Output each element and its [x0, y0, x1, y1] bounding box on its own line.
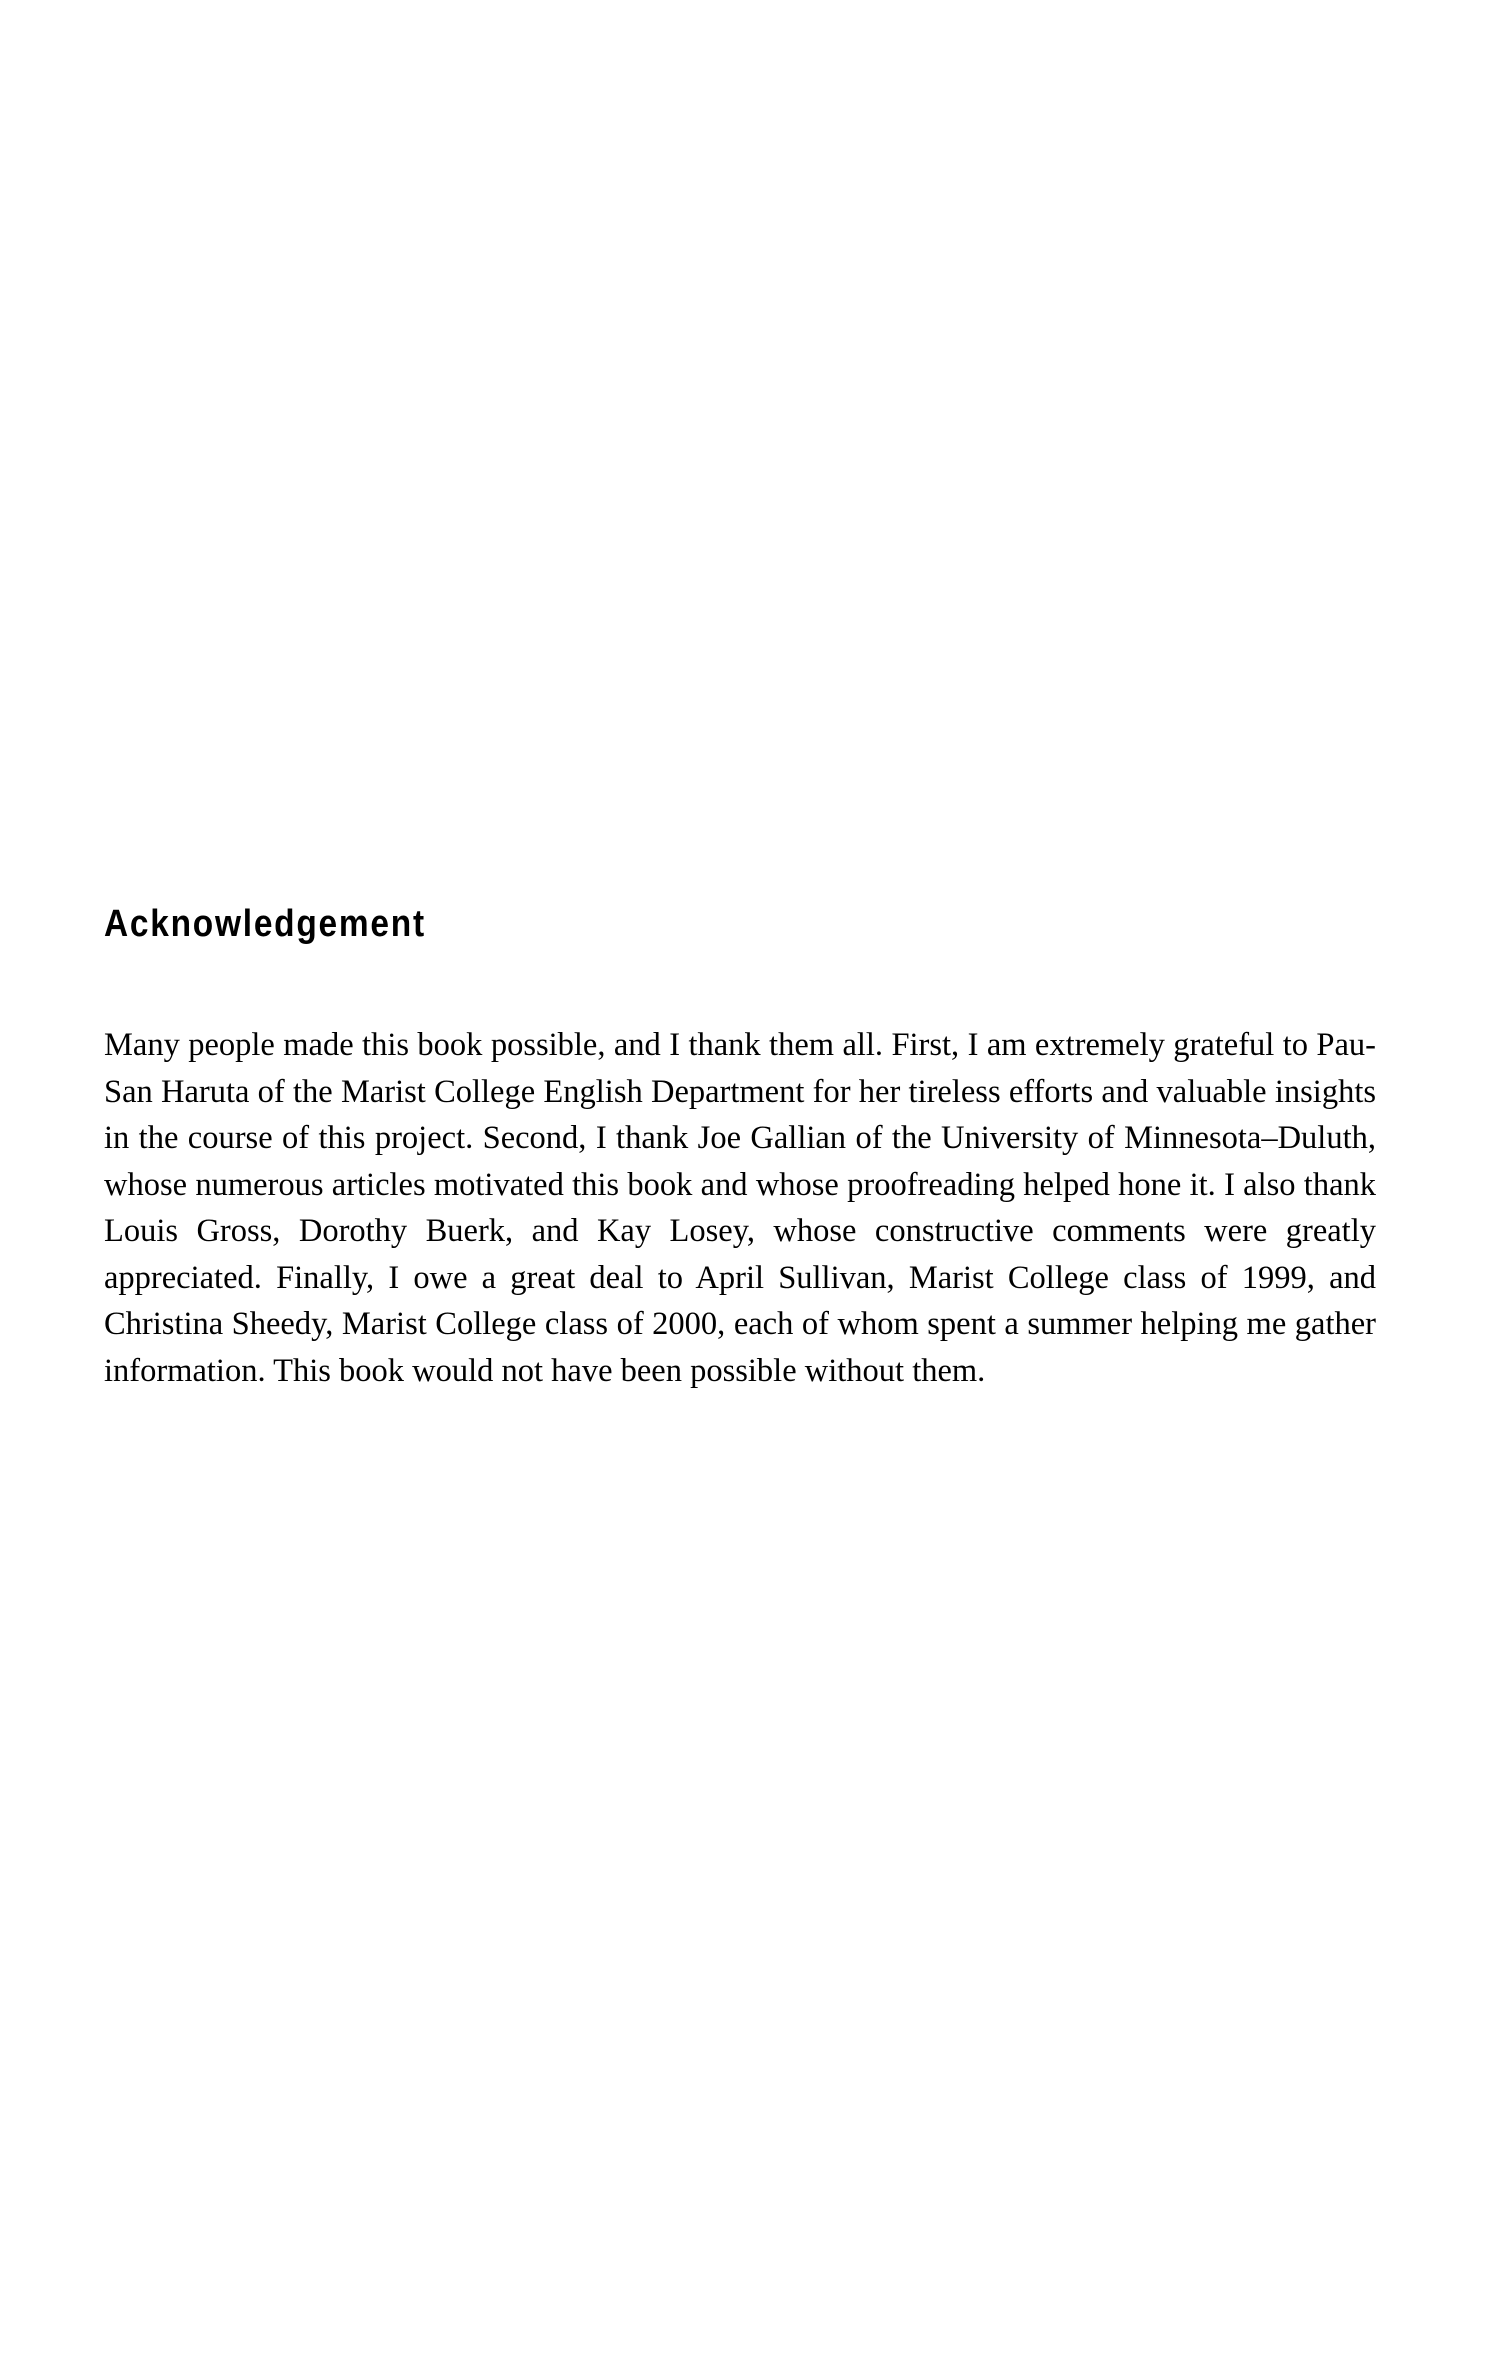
acknowledgement-paragraph: Many people made this book possible, and I thank them all. First, I am extremely grateful to Pau-San Haruta of the Marist College English Department for her tireless efforts and valuable insights in the course of this project. Second, I thank Joe Gallian of the University of Minnesota–Duluth, whose numerous articles motivated this book and whose proofreading helped hone it. I also thank Louis Gross, Dorothy Buerk, and Kay Losey, whose constructive comments were greatly appreciated. Finally, I owe a great deal to April Sullivan, Marist College class of 1999, and Christina Sheedy, Marist College class of 2000, each of whom spent a summer helping me gather information. This book would not have been possible without them. [104, 1027, 1376, 1389]
section-heading: Acknowledgement [104, 903, 426, 945]
